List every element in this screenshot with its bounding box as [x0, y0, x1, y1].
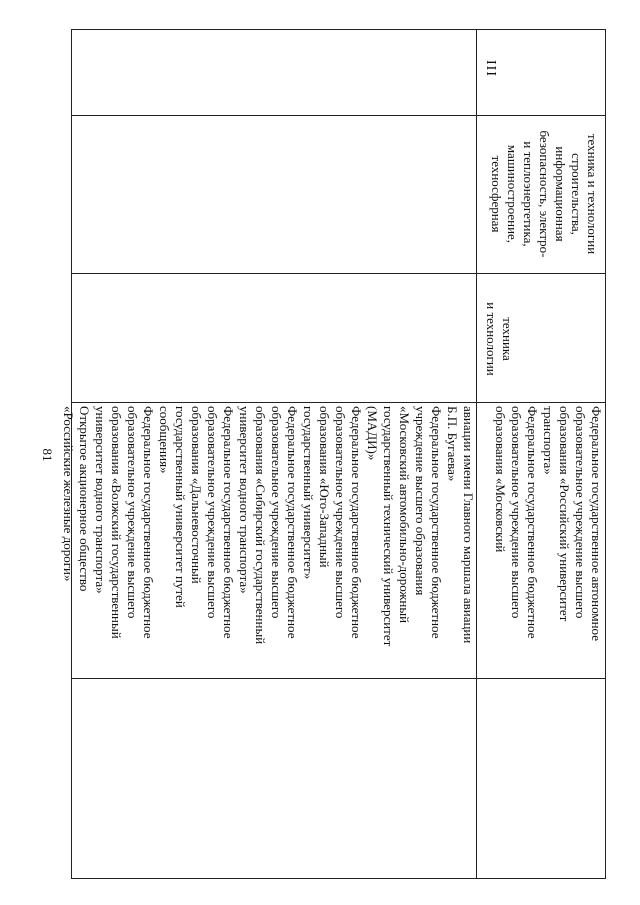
- text-line: Открытое акционерное общество: [77, 406, 92, 592]
- text-line: Федеральное государственное бюджетное: [221, 406, 236, 639]
- column-divider: [71, 115, 606, 116]
- text-line: образовательное учреждение высшего: [205, 406, 220, 619]
- text-line: учреждение высшего образования: [413, 406, 428, 596]
- text-line: сообщения»: [157, 406, 172, 474]
- text-line: образования «Дальневосточный: [189, 406, 204, 584]
- text-line: государственный университет»: [301, 406, 316, 580]
- text-line: Федеральное государственное автономное: [589, 406, 604, 641]
- text-line: образовательное учреждение высшего: [333, 406, 348, 619]
- text-line: образования «Российский университет: [557, 406, 572, 622]
- row-divider: [476, 29, 477, 879]
- text-line: техника и технологии: [585, 133, 600, 255]
- text-line: строительства,: [569, 153, 584, 235]
- text-line: образования «Московский: [493, 406, 508, 553]
- text-line: Федеральное государственное бюджетное: [285, 406, 300, 639]
- text-line: образования «Юго-Западный: [317, 406, 332, 568]
- column-divider: [71, 678, 606, 679]
- text-line: образовательное учреждение высшего: [509, 406, 524, 619]
- text-line: «Московский автомобильно-дорожный: [397, 406, 412, 624]
- row-b-specialties: [488, 119, 600, 269]
- text-line: образования «Волжский государственный: [109, 406, 124, 639]
- text-line: Федеральное государственное бюджетное: [525, 406, 540, 639]
- text-line: государственный технический университет: [381, 406, 396, 647]
- text-line: образования «Сибирский государственный: [253, 406, 268, 645]
- column-divider: [71, 273, 606, 274]
- text-line: Федеральное государственное бюджетное: [141, 406, 156, 639]
- page-number: 81: [40, 448, 55, 462]
- row-b-level-mark: III: [483, 60, 498, 77]
- text-line: университет водного транспорта»: [237, 406, 252, 594]
- text-line: «Российские железные дороги»: [61, 406, 76, 582]
- text-line: (МАДИ)»: [365, 406, 380, 461]
- text-line: машиностроение,: [505, 144, 520, 244]
- text-line: техносферная: [489, 155, 504, 233]
- text-line: транспорта»: [541, 406, 556, 475]
- text-line: Федеральное государственное бюджетное: [349, 406, 364, 639]
- text-line: техника: [500, 317, 515, 361]
- text-line: образовательное учреждение высшего: [269, 406, 284, 619]
- text-line: государственный университет путей: [173, 406, 188, 608]
- text-line: образовательное учреждение высшего: [125, 406, 140, 619]
- text-line: Федеральное государственное бюджетное: [429, 406, 444, 639]
- text-line: авиации имени Главного маршала авиации: [461, 406, 476, 644]
- row-b-field-group: [483, 280, 515, 398]
- text-line: и технологии: [484, 302, 499, 376]
- text-line: образовательное учреждение высшего: [573, 406, 588, 619]
- text-line: и теплоэнергетика,: [521, 141, 536, 247]
- text-line: безопасность, электро-: [537, 130, 552, 258]
- row-a-organizations: [60, 406, 476, 646]
- text-line: университет водного транспорта»: [93, 406, 108, 594]
- row-b-organizations: [492, 406, 604, 641]
- text-line: Б.П. Бугаева»: [445, 406, 460, 482]
- column-divider: [71, 402, 606, 403]
- text-line: информационная: [553, 146, 568, 242]
